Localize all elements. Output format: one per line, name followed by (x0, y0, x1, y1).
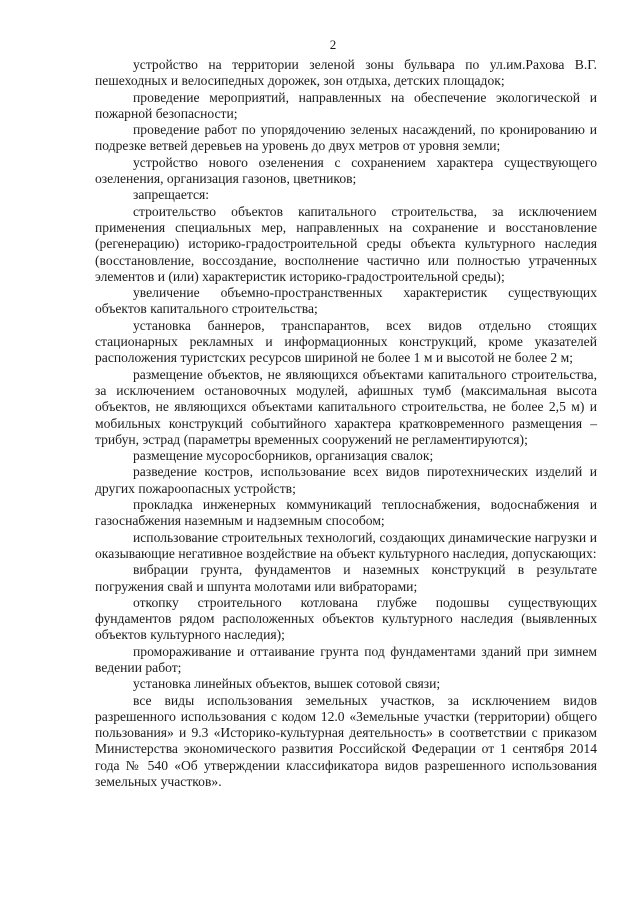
document-body (95, 57, 597, 790)
paragraph-heading-prohibited: запрещается: (133, 187, 210, 203)
paragraph: вибрации грунта, фундаментов и наземных конструкций в результате погружения свай и шпунта молотами или вибраторами; (95, 562, 597, 594)
paragraph: проведение мероприятий, направленных на обеспечение экологической и пожарной безопасности; (95, 89, 597, 121)
paragraph: строительство объектов капитального строительства, за исключением применения специальных мер, направленных на сохранение и восстановление (регенерацию) историко-градостроительной среды объекта культурного наследия (восстановление, воссоздание, восполнение частично или полностью утраченных элементов и (или) характеристик историко-градостроительной среды); (95, 203, 597, 284)
paragraph: увеличение объемно-пространственных характеристик существующих объектов капитального строительства; (95, 285, 597, 317)
paragraph: устройство на территории зеленой зоны бульвара по ул.им.Рахова В.Г. пешеходных и велосипедных дорожек, зон отдыха, детских площадок; (95, 57, 597, 89)
paragraph: установка линейных объектов, вышек сотовой связи; (133, 676, 441, 692)
paragraph: промораживание и оттаивание грунта под фундаментами зданий при зимнем ведении работ; (95, 643, 597, 675)
paragraph: размещение объектов, не являющихся объектами капитального строительства, за исключением остановочных модулей, афишных тумб (максимальная высота объектов, не являющихся объектами капитального строительства, не более 2,5 м) и мобильных конструкций событийного характера кратковременного размещения – трибун, эстрад (параметры временных сооружений не регламентируются); (95, 366, 597, 447)
paragraph: разведение костров, использование всех видов пиротехнических изделий и других пожароопасных устройств; (95, 464, 597, 496)
paragraph: размещение мусоросборников, организация свалок; (133, 448, 434, 464)
paragraph: откопку строительного котлована глубже подошвы существующих фундаментов рядом расположенных объектов культурного наследия (выявленных объектов культурного наследия); (95, 594, 597, 643)
paragraph: все виды использования земельных участков, за исключением видов разрешенного использования с кодом 12.0 «Земельные участки (территории) общего пользования» и 9.3 «Историко-культурная деятельность» в соответствии с приказом Министерства экономического развития Российской Федерации от 1 сентября 2014 года № 540 «Об утверждении классификатора видов разрешенного использования земельных участков». (95, 692, 597, 790)
paragraph: устройство нового озеленения с сохранением характера существующего озеленения, организация газонов, цветников; (95, 154, 597, 187)
paragraph: прокладка инженерных коммуникаций теплоснабжения, водоснабжения и газоснабжения наземным и надземным способом; (95, 497, 597, 529)
paragraph: установка баннеров, транспарантов, всех видов отдельно стоящих стационарных рекламных и информационных конструкций, кроме указателей расположения туристских ресурсов шириной не более 1 м и высотой не более 2 м; (95, 317, 597, 366)
page-number: 2 (329, 37, 337, 52)
paragraph: проведение работ по упорядочению зеленых насаждений, по кронированию и подрезке ветвей деревьев на уровень до двух метров от уровня земли; (95, 122, 597, 154)
paragraph: использование строительных технологий, создающих динамические нагрузки и оказывающие негативное воздействие на объект культурного наследия, допускающих: (95, 529, 597, 561)
